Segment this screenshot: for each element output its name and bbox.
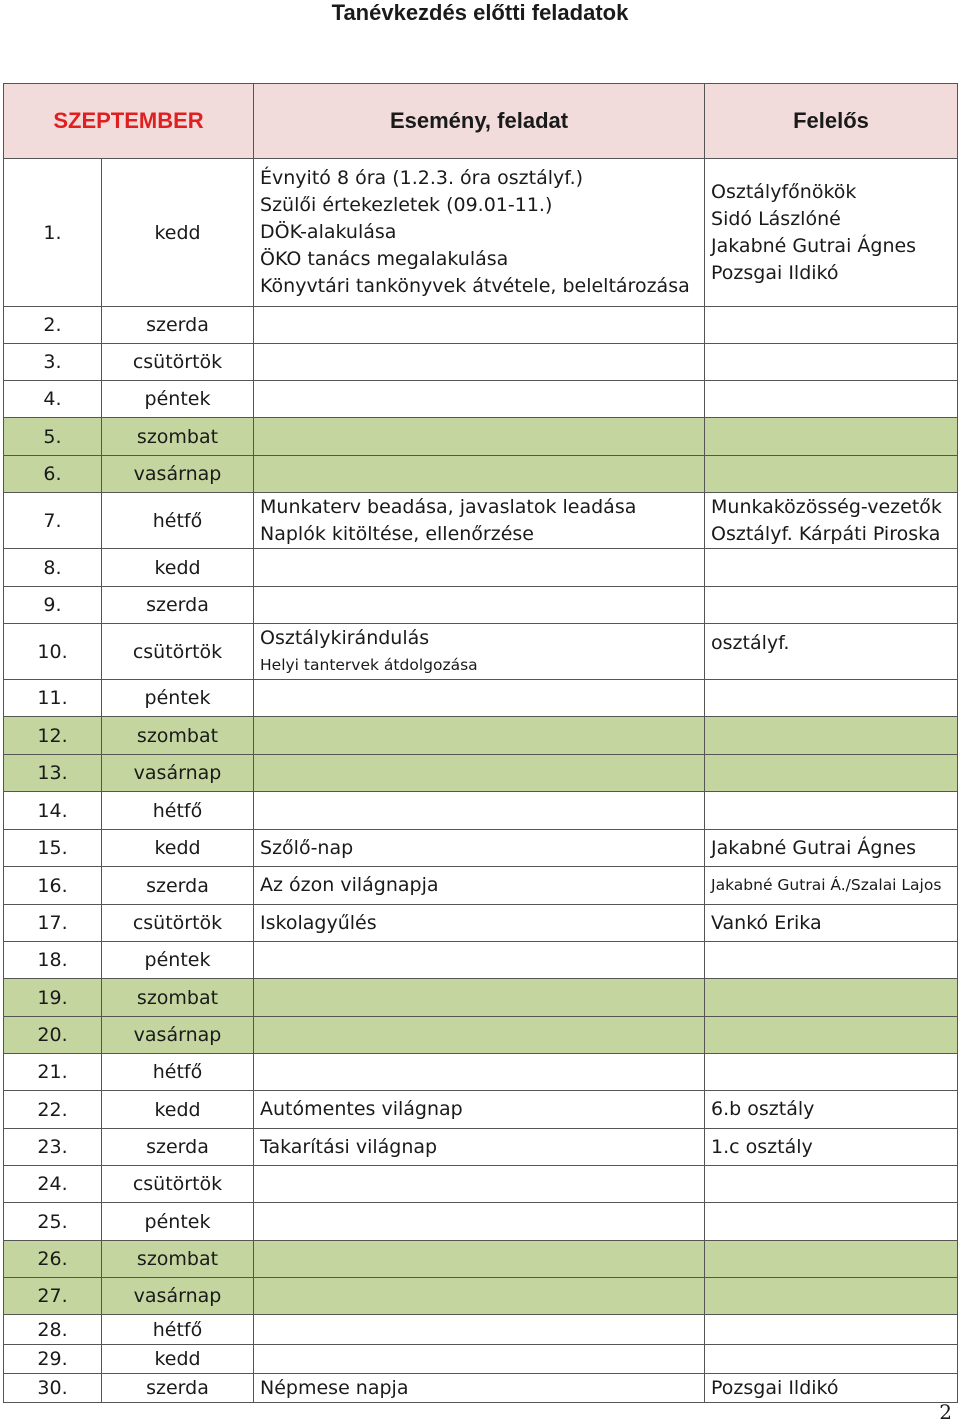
weekday: szerda bbox=[102, 307, 254, 344]
page-number: 2 bbox=[939, 1400, 952, 1424]
weekday: hétfő bbox=[102, 1054, 254, 1091]
table-row bbox=[4, 587, 958, 624]
weekday: péntek bbox=[102, 680, 254, 717]
event-cell bbox=[254, 1374, 705, 1403]
responsible-cell bbox=[705, 1203, 958, 1241]
table-row bbox=[4, 905, 958, 942]
table-row bbox=[4, 1374, 958, 1403]
responsible-text: Osztályf. Kárpáti Piroska bbox=[711, 522, 941, 545]
event-text: ÖKO tanács megalakulása bbox=[260, 248, 509, 270]
event-cell bbox=[254, 755, 705, 792]
responsible-text: 1.c osztály bbox=[711, 1135, 813, 1158]
responsible-cell bbox=[705, 680, 958, 717]
responsible-cell bbox=[705, 1166, 958, 1203]
weekday: szerda bbox=[102, 1374, 254, 1403]
table-row bbox=[4, 1017, 958, 1054]
responsible-cell bbox=[705, 418, 958, 456]
day-number: 11. bbox=[4, 680, 102, 717]
responsible-cell bbox=[705, 1345, 958, 1374]
event-cell bbox=[254, 493, 705, 549]
event-cell bbox=[254, 1203, 705, 1241]
responsible-cell bbox=[705, 1054, 958, 1091]
responsible-cell bbox=[705, 587, 958, 624]
table-row bbox=[4, 979, 958, 1017]
responsible-cell bbox=[705, 1315, 958, 1345]
event-cell bbox=[254, 1166, 705, 1203]
day-number: 4. bbox=[4, 381, 102, 418]
table-row bbox=[4, 1054, 958, 1091]
day-number: 13. bbox=[4, 755, 102, 792]
day-number: 26. bbox=[4, 1241, 102, 1278]
event-cell bbox=[254, 344, 705, 381]
responsible-cell bbox=[705, 1017, 958, 1054]
weekday: péntek bbox=[102, 381, 254, 418]
responsible-cell bbox=[705, 717, 958, 755]
responsible-text: Munkaközösség-vezetők bbox=[711, 495, 942, 518]
responsible-cell bbox=[705, 830, 958, 867]
table-row bbox=[4, 381, 958, 418]
event-header: Esemény, feladat bbox=[254, 84, 705, 159]
month-header: SZEPTEMBER bbox=[4, 84, 254, 159]
weekday: péntek bbox=[102, 942, 254, 979]
weekday: szerda bbox=[102, 1129, 254, 1166]
weekday: szombat bbox=[102, 1241, 254, 1278]
event-cell bbox=[254, 1345, 705, 1374]
table-row bbox=[4, 717, 958, 755]
table-header-row bbox=[4, 84, 958, 159]
event-text: Szőlő-nap bbox=[260, 836, 354, 859]
event-cell bbox=[254, 680, 705, 717]
responsible-text: Pozsgai Ildikó bbox=[711, 261, 839, 284]
schedule-body bbox=[4, 84, 958, 1403]
event-text: Iskolagyűlés bbox=[260, 911, 377, 934]
day-number: 18. bbox=[4, 942, 102, 979]
event-text: Szülői értekezletek (09.01-11.) bbox=[260, 194, 553, 216]
day-number: 15. bbox=[4, 830, 102, 867]
responsible-cell bbox=[705, 1241, 958, 1278]
responsible-cell bbox=[705, 307, 958, 344]
responsible-text: 6.b osztály bbox=[711, 1098, 815, 1120]
responsible-text: Jakabné Gutrai Á./Szalai Lajos bbox=[711, 876, 942, 894]
event-text: Évnyitó 8 óra (1.2.3. óra osztályf.) bbox=[260, 167, 584, 189]
responsible-cell bbox=[705, 1278, 958, 1315]
table-row bbox=[4, 1315, 958, 1345]
day-number: 30. bbox=[4, 1374, 102, 1403]
table-row bbox=[4, 792, 958, 830]
event-text: Munkaterv beadása, javaslatok leadása bbox=[260, 495, 637, 518]
day-number: 22. bbox=[4, 1091, 102, 1129]
responsible-cell bbox=[705, 493, 958, 549]
event-cell bbox=[254, 1129, 705, 1166]
table-row bbox=[4, 1166, 958, 1203]
responsible-cell bbox=[705, 549, 958, 587]
event-cell bbox=[254, 1054, 705, 1091]
event-cell bbox=[254, 867, 705, 905]
table-row bbox=[4, 680, 958, 717]
responsible-cell bbox=[705, 905, 958, 942]
day-number: 23. bbox=[4, 1129, 102, 1166]
event-cell bbox=[254, 979, 705, 1017]
event-text: Osztálykirándulás bbox=[260, 626, 430, 649]
responsible-header: Felelős bbox=[705, 84, 958, 159]
responsible-cell bbox=[705, 1091, 958, 1129]
responsible-text: Jakabné Gutrai Ágnes bbox=[711, 234, 917, 257]
event-cell bbox=[254, 587, 705, 624]
event-cell bbox=[254, 1091, 705, 1129]
weekday: vasárnap bbox=[102, 1278, 254, 1315]
responsible-cell bbox=[705, 979, 958, 1017]
event-cell bbox=[254, 307, 705, 344]
responsible-cell bbox=[705, 381, 958, 418]
day-number: 29. bbox=[4, 1345, 102, 1374]
event-cell bbox=[254, 456, 705, 493]
day-number: 17. bbox=[4, 905, 102, 942]
weekday: szombat bbox=[102, 717, 254, 755]
day-number: 2. bbox=[4, 307, 102, 344]
weekday: vasárnap bbox=[102, 456, 254, 493]
table-row bbox=[4, 624, 958, 680]
day-number: 19. bbox=[4, 979, 102, 1017]
weekday: hétfő bbox=[102, 1315, 254, 1345]
event-cell bbox=[254, 549, 705, 587]
table-row bbox=[4, 1345, 958, 1374]
event-cell bbox=[254, 905, 705, 942]
table-row bbox=[4, 493, 958, 549]
weekday: szombat bbox=[102, 418, 254, 456]
responsible-cell bbox=[705, 1374, 958, 1403]
responsible-cell bbox=[705, 456, 958, 493]
event-cell bbox=[254, 717, 705, 755]
day-number: 27. bbox=[4, 1278, 102, 1315]
day-number: 3. bbox=[4, 344, 102, 381]
event-cell bbox=[254, 418, 705, 456]
day-number: 12. bbox=[4, 717, 102, 755]
event-cell bbox=[254, 1241, 705, 1278]
weekday: csütörtök bbox=[102, 1166, 254, 1203]
table-row bbox=[4, 344, 958, 381]
weekday: csütörtök bbox=[102, 905, 254, 942]
event-text: Helyi tantervek átdolgozása bbox=[260, 655, 478, 674]
event-cell bbox=[254, 942, 705, 979]
day-number: 10. bbox=[4, 624, 102, 680]
responsible-text: osztályf. bbox=[711, 632, 790, 654]
day-number: 7. bbox=[4, 493, 102, 549]
day-number: 14. bbox=[4, 792, 102, 830]
schedule-table bbox=[3, 83, 958, 1403]
event-cell bbox=[254, 381, 705, 418]
event-cell bbox=[254, 830, 705, 867]
day-number: 8. bbox=[4, 549, 102, 587]
weekday: szombat bbox=[102, 979, 254, 1017]
weekday: hétfő bbox=[102, 493, 254, 549]
weekday: szerda bbox=[102, 867, 254, 905]
weekday: vasárnap bbox=[102, 1017, 254, 1054]
weekday: péntek bbox=[102, 1203, 254, 1241]
event-text: Naplók kitöltése, ellenőrzése bbox=[260, 522, 534, 545]
weekday: kedd bbox=[102, 830, 254, 867]
table-row bbox=[4, 1129, 958, 1166]
weekday: kedd bbox=[102, 549, 254, 587]
table-row bbox=[4, 456, 958, 493]
day-number: 5. bbox=[4, 418, 102, 456]
event-cell bbox=[254, 1017, 705, 1054]
responsible-cell bbox=[705, 867, 958, 905]
table-row bbox=[4, 1203, 958, 1241]
event-cell bbox=[254, 1315, 705, 1345]
table-row bbox=[4, 159, 958, 307]
responsible-text: Vankó Erika bbox=[711, 911, 822, 934]
responsible-text: Osztályfőnökök bbox=[711, 180, 857, 203]
day-number: 6. bbox=[4, 456, 102, 493]
responsible-cell bbox=[705, 755, 958, 792]
event-text: Takarítási világnap bbox=[260, 1135, 438, 1158]
day-number: 9. bbox=[4, 587, 102, 624]
day-number: 24. bbox=[4, 1166, 102, 1203]
event-text: DÖK-alakulása bbox=[260, 221, 397, 243]
weekday: csütörtök bbox=[102, 344, 254, 381]
responsible-cell bbox=[705, 792, 958, 830]
weekday: hétfő bbox=[102, 792, 254, 830]
table-row bbox=[4, 418, 958, 456]
table-row bbox=[4, 1278, 958, 1315]
event-cell bbox=[254, 1278, 705, 1315]
page-title: Tanévkezdés előtti feladatok bbox=[331, 0, 629, 25]
responsible-cell bbox=[705, 942, 958, 979]
event-text: Autómentes világnap bbox=[260, 1098, 463, 1120]
day-number: 16. bbox=[4, 867, 102, 905]
day-number: 21. bbox=[4, 1054, 102, 1091]
event-cell bbox=[254, 159, 705, 307]
responsible-text: Sidó Lászlóné bbox=[711, 207, 841, 230]
event-cell bbox=[254, 792, 705, 830]
weekday: vasárnap bbox=[102, 755, 254, 792]
table-row bbox=[4, 1241, 958, 1278]
day-number: 25. bbox=[4, 1203, 102, 1241]
table-row bbox=[4, 549, 958, 587]
responsible-text: Jakabné Gutrai Ágnes bbox=[711, 836, 917, 859]
table-row bbox=[4, 755, 958, 792]
responsible-text: Pozsgai Ildikó bbox=[711, 1376, 839, 1399]
responsible-cell bbox=[705, 344, 958, 381]
table-row bbox=[4, 1091, 958, 1129]
weekday: kedd bbox=[102, 1091, 254, 1129]
weekday: szerda bbox=[102, 587, 254, 624]
table-row bbox=[4, 867, 958, 905]
weekday: csütörtök bbox=[102, 624, 254, 680]
day-number: 1. bbox=[4, 159, 102, 307]
table-row bbox=[4, 307, 958, 344]
day-number: 20. bbox=[4, 1017, 102, 1054]
table-row bbox=[4, 830, 958, 867]
responsible-cell bbox=[705, 159, 958, 307]
event-text: Népmese napja bbox=[260, 1376, 409, 1399]
responsible-cell bbox=[705, 624, 958, 680]
event-text: Az ózon világnapja bbox=[260, 874, 439, 896]
day-number: 28. bbox=[4, 1315, 102, 1345]
event-cell bbox=[254, 624, 705, 680]
weekday: kedd bbox=[102, 159, 254, 307]
event-text: Könyvtári tankönyvek átvétele, beleltározása bbox=[260, 275, 690, 297]
responsible-cell bbox=[705, 1129, 958, 1166]
weekday: kedd bbox=[102, 1345, 254, 1374]
table-row bbox=[4, 942, 958, 979]
